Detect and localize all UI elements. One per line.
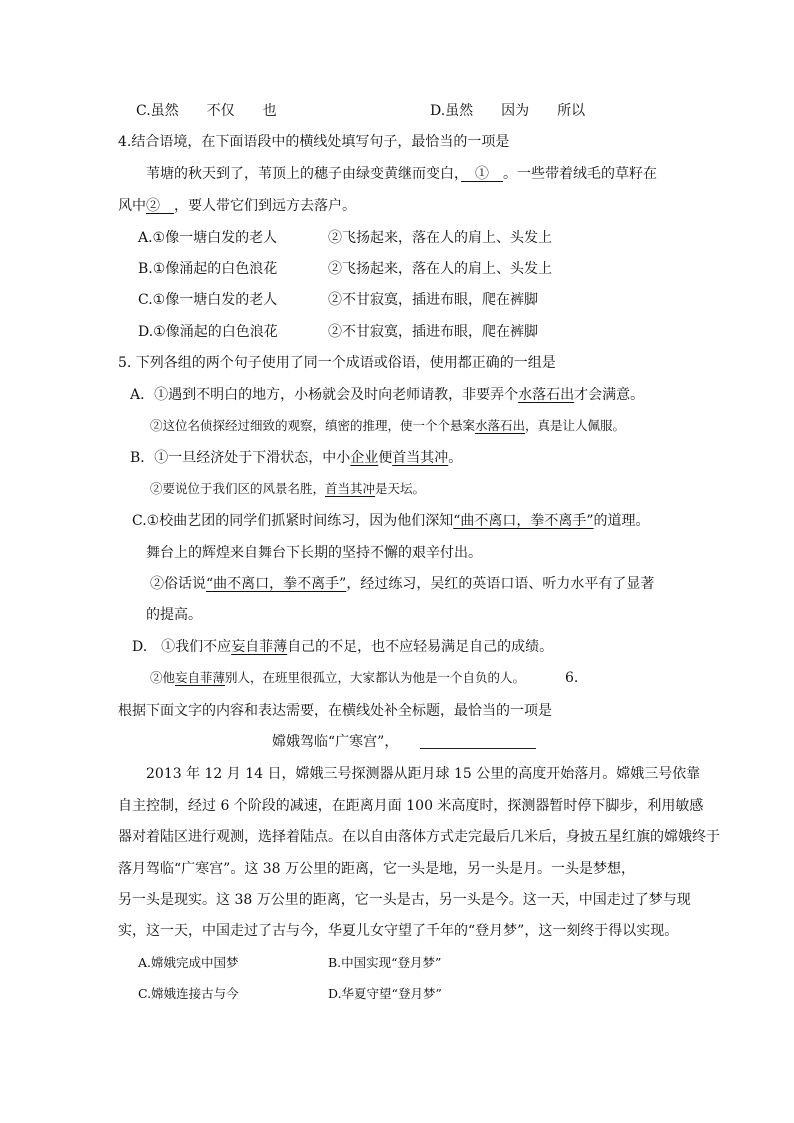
q4-passage-line1: 苇塘的秋天到了，苇顶上的穗子由绿变黄继而变白， ① 。一些带着绒毛的草籽在	[146, 166, 657, 182]
q4-option-a-part2: ②飞扬起来，落在人的肩上、头发上	[328, 230, 552, 246]
q5-option-b-1: B．①一旦经济处于下滑状态，中小企业便首当其冲。	[130, 450, 463, 466]
q6-option-c: C.嫦娥连接古与今	[138, 986, 239, 1001]
q4-option-d-part1: D.①像涌起的白色浪花	[138, 324, 278, 340]
q5-stem: 5. 下列各组的两个句子使用了同一个成语或俗语，使用都正确的一组是	[118, 355, 556, 371]
q4-option-b-part1: B.①像涌起的白色浪花	[138, 261, 278, 277]
q5-option-c-1-cont: 舞台上的辉煌来自舞台下长期的坚持不懈的艰辛付出。	[146, 545, 482, 561]
q5-option-d-1: D. ①我们不应妄自菲薄自己的不足，也不应轻易满足自己的成绩。	[132, 639, 554, 655]
q5-option-a-2: ②这位名侦探经过细致的观察，缜密的推理，使一个个悬案水落石出，真是让人佩服。	[150, 418, 626, 433]
q6-stem: 根据下面文字的内容和表达需要，在横线处补全标题，最恰当的一项是	[118, 703, 552, 719]
q6-passage-line-2: 自主控制，经过 6 个阶段的减速，在距离月面 100 米高度时，探测器暂时停下脚步，利用敏感	[118, 798, 704, 814]
q4-blank-1: ①	[461, 166, 503, 182]
q4-option-c-part2: ②不甘寂寞，插进布眼，爬在裤脚	[328, 292, 538, 308]
q5-option-b-2: ②要说位于我们区的风景名胜，首当其冲是天坛。	[150, 481, 426, 496]
q4-option-d-part2: ②不甘寂寞，插进布眼，爬在裤脚	[328, 324, 538, 340]
q5-option-c-1: C.①校曲艺团的同学们抓紧时间练习，因为他们深知“曲不离口，拳不离手”的道理。	[132, 513, 650, 529]
q6-option-b: B.中国实现“登月梦”	[328, 955, 442, 970]
q4-stem: 4.结合语境，在下面语段中的横线处填写句子，最恰当的一项是	[118, 134, 510, 150]
q3-option-d: D.虽然 因为 所以	[430, 103, 586, 119]
q6-title-blank	[420, 748, 536, 749]
q3-option-c: C.虽然 不仅 也	[136, 103, 277, 119]
q4-passage-line2: 风中② ，要人带它们到远方去落户。	[118, 198, 356, 214]
q6-title: 嫦娥驾临“广寒宫”，	[272, 734, 399, 750]
q5-option-c-2: ②俗话说“曲不离口，拳不离手”，经过练习，吴红的英语口语、听力水平有了显著	[150, 576, 655, 592]
q6-passage-line-1: 2013 年 12 月 14 日，嫦娥三号探测器从距月球 15 公里的高度开始落月。嫦娥三号依靠	[146, 766, 701, 782]
q5-option-c-2-cont: 的提高。	[146, 607, 202, 623]
q6-passage-line-3: 器对着陆区进行观测，选择着陆点。在以自由落体方式走完最后几米后，身披五星红旗的嫦娥终于	[118, 829, 720, 845]
q4-option-a-part1: A.①像一塘白发的老人	[138, 230, 278, 246]
q6-number: 6.	[565, 670, 579, 686]
q6-option-d: D.华夏守望“登月梦”	[328, 986, 442, 1001]
q6-passage-line-6: 实，这一天，中国走过了古与今，华夏儿女守望了千年的“登月梦”，这一刻终于得以实现。	[118, 923, 679, 939]
q4-option-b-part2: ②飞扬起来，落在人的肩上、头发上	[328, 261, 552, 277]
q5-option-d-2: ②他妄自菲薄别人，在班里很孤立，大家都认为他是一个自负的人。	[150, 670, 526, 685]
q6-passage-line-5: 另一头是现实。这 38 万公里的距离，它一头是古，另一头是今。这一天，中国走过了梦与现	[118, 892, 691, 908]
q6-passage-line-4: 落月驾临“广寒宫”。这 38 万公里的距离，它一头是地，另一头是月。一头是梦想，	[118, 861, 636, 877]
q5-option-a-1: A．①遇到不明白的地方，小杨就会及时向老师请教，非要弄个水落石出才会满意。	[130, 387, 645, 403]
q4-blank-2: ②	[146, 198, 174, 214]
q6-option-a: A.嫦娥完成中国梦	[138, 955, 239, 970]
q4-option-c-part1: C.①像一塘白发的老人	[138, 292, 278, 308]
